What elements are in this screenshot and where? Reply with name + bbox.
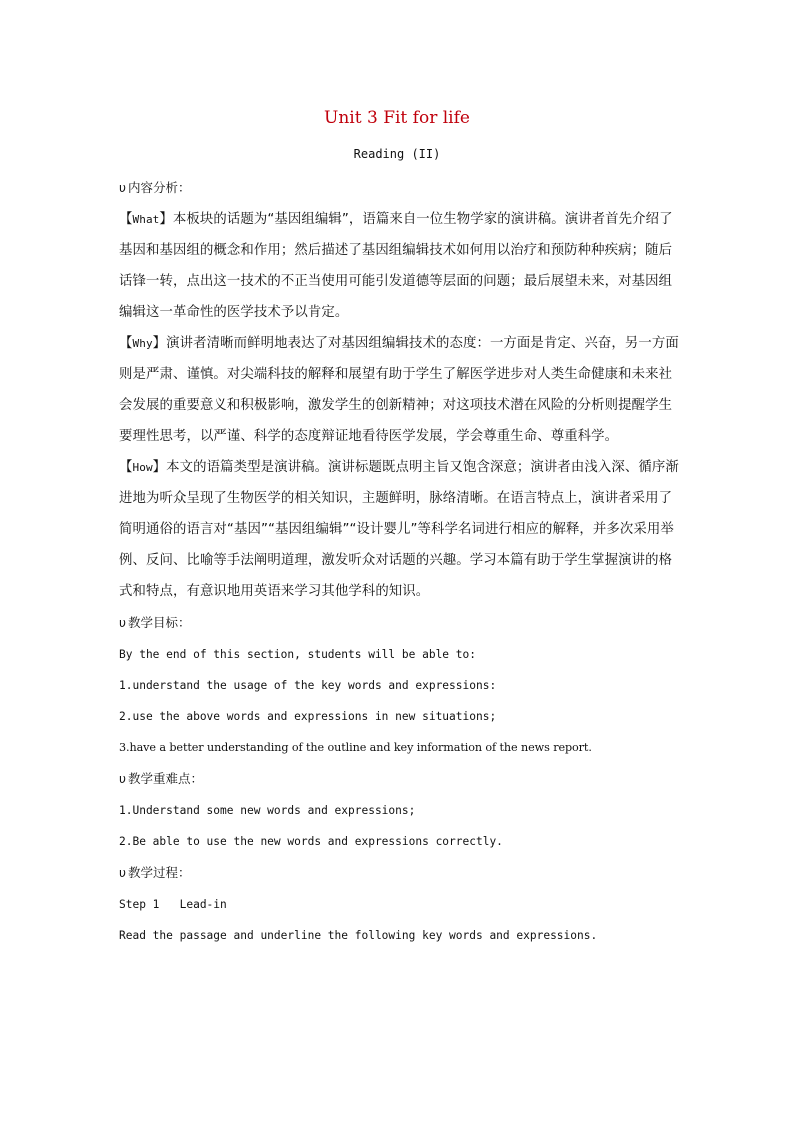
document-body	[119, 172, 679, 951]
key-point-1: 1.Understand some new words and expressions;	[119, 804, 416, 817]
process-instruction: Read the passage and underline the following key words and expressions.	[119, 929, 598, 942]
bullet-icon: υ	[119, 772, 126, 786]
section-heading-teaching-goals	[119, 607, 679, 639]
how-tag-open: 【	[119, 460, 133, 475]
page-title: Unit 3 Fit for life	[324, 108, 470, 128]
section-heading-label: 内容分析：	[127, 180, 191, 195]
goal-item-1: 1.understand the usage of the key words and expressions:	[119, 679, 497, 692]
how-paragraph	[119, 452, 679, 607]
section-heading-label: 教学过程：	[127, 865, 191, 880]
what-tag-open: 【	[119, 212, 133, 227]
how-tag-close: 】	[152, 460, 167, 475]
what-paragraph	[119, 204, 679, 328]
section-heading-label: 教学目标：	[127, 615, 191, 630]
goal-item-3: 3.have a better understanding of the outline and key information of the news report.	[119, 741, 592, 754]
goals-intro: By the end of this section, students will be able to:	[119, 648, 476, 661]
how-tag-word: How	[132, 461, 153, 474]
what-tag-close: 】	[159, 212, 173, 227]
bullet-icon: υ	[119, 616, 126, 630]
section-heading-content-analysis	[119, 172, 679, 204]
section-heading-label: 教学重难点：	[127, 771, 203, 786]
what-tag-word: What	[132, 213, 160, 226]
bullet-icon: υ	[119, 866, 126, 880]
why-text: 演讲者清晰而鲜明地表达了对基因组编辑技术的态度：一方面是肯定、兴奋，另一方面则是严肃、谨慎。对尖端科技的解释和展望有助于学生了解医学进步对人类生命健康和未来社会发展的重要意义和积极影响，激发学生的创新精神；对这项技术潜在风险的分析则提醒学生要理性思考，以严谨、科学的态度辩证地看待医学发展，学会尊重生命、尊重科学。	[119, 336, 679, 444]
why-tag-word: Why	[132, 337, 153, 350]
what-text: 本板块的话题为“基因组编辑”，语篇来自一位生物学家的演讲稿。演讲者首先介绍了基因和基因组的概念和作用；然后描述了基因组编辑技术如何用以治疗和预防种种疾病；随后话锋一转，点出这一技术的不正当使用可能引发道德等层面的问题；最后展望未来，对基因组编辑这一革命性的医学技术予以肯定。	[119, 212, 673, 320]
how-text: 本文的语篇类型是演讲稿。演讲标题既点明主旨又饱含深意；演讲者由浅入深、循序渐进地为听众呈现了生物医学的相关知识，主题鲜明，脉络清晰。在语言特点上，演讲者采用了简明通俗的语言对“基因”“基因组编辑”“设计婴儿”等科学名词进行相应的解释，并多次采用举例、反问、比喻等手法阐明道理，激发听众对话题的兴趣。学习本篇有助于学生掌握演讲的格式和特点，有意识地用英语来学习其他学科的知识。	[119, 460, 679, 599]
page-subtitle: Reading (II)	[353, 147, 441, 161]
section-heading-key-points	[119, 763, 679, 795]
bullet-icon: υ	[119, 181, 126, 195]
key-point-2: 2.Be able to use the new words and expressions correctly.	[119, 835, 503, 848]
section-heading-teaching-process	[119, 857, 679, 889]
why-tag-close: 】	[152, 336, 167, 351]
process-step-1: Step 1 Lead-in	[119, 898, 227, 911]
why-paragraph	[119, 328, 679, 452]
goal-item-2: 2.use the above words and expressions in new situations;	[119, 710, 497, 723]
why-tag-open: 【	[119, 336, 133, 351]
